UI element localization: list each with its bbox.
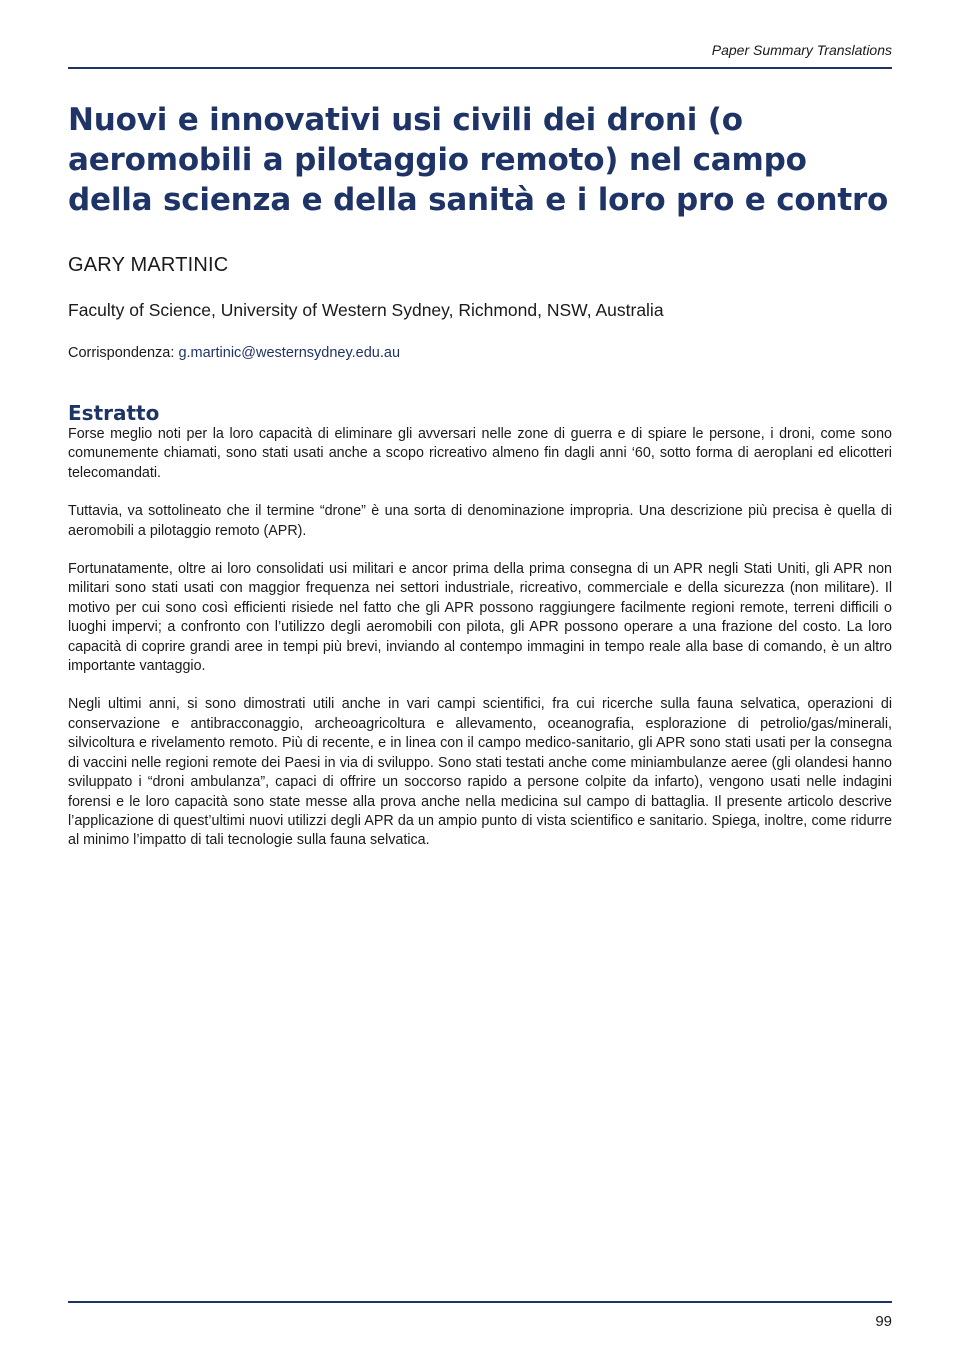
abstract-paragraph: Forse meglio noti per la loro capacità di eliminare gli avversari nelle zone di guerra e di spiare le persone, i droni, come sono comunemente chiamati, sono stati usati anche a scopo ricreativo almeno fin dagli anni ‘60, sotto forma di aeroplani ed elicotteri telecomandati. — [68, 426, 892, 481]
article-title: Nuovi e innovativi usi civili dei droni (o aeromobili a pilotaggio remoto) nel campo della scienza e della sanità e i loro pro e contro — [68, 102, 889, 218]
article-body — [68, 100, 892, 851]
header-rule — [68, 67, 892, 69]
footer-rule — [68, 1301, 892, 1303]
correspondence-label: Corrispondenza: — [68, 345, 175, 361]
abstract-paragraph: Negli ultimi anni, si sono dimostrati utili anche in vari campi scientifici, fra cui ricerche sulla fauna selvatica, operazioni di conservazione e antibracconaggio, archeoagricoltura e allevamento, oceanografia, esplorazione di petrolio/gas/minerali, silvicoltura e rivelamento remoto. Più di recente, e in linea con il campo medico-sanitario, gli APR sono stati usati per la consegna di vaccini nelle regioni remote dei Paesi in via di sviluppo. Sono stati testati anche come miniambulanze aeree (gli olandesi hanno sviluppato i “droni ambulanza”, capaci di offrire un soccorso rapido a persone colpite da infarto), vengono usati nelle indagini forensi e le loro capacità sono state messe alla prova anche nella medicina sul campo di battaglia. Il presente articolo descrive l’applicazione di quest’ultimi nuovi utilizzi degli APR da un ampio punto di vista scientifico e sanitario. Spiega, inoltre, come ridurre al minimo l’impatto di tali tecnologie sulla fauna selvatica. — [68, 696, 892, 849]
abstract-text — [68, 425, 892, 851]
abstract-heading: Estratto — [68, 401, 160, 425]
correspondence-email-link[interactable]: g.martinic@westernsydney.edu.au — [178, 345, 401, 361]
author-name: GARY MARTINIC — [68, 254, 229, 276]
abstract-paragraph: Tuttavia, va sottolineato che il termine “drone” è una sorta di denominazione impropria. Una descrizione più precisa è quella di aeromobili a pilotaggio remoto (APR). — [68, 503, 892, 539]
running-header: Paper Summary Translations — [711, 42, 892, 58]
author-affiliation: Faculty of Science, University of Western Sydney, Richmond, NSW, Australia — [68, 300, 664, 320]
correspondence-line — [68, 343, 892, 363]
page-number: 99 — [875, 1313, 892, 1330]
abstract-paragraph: Fortunatamente, oltre ai loro consolidati usi militari e ancor prima della prima consegna di un APR negli Stati Uniti, gli APR non militari sono stati usati con maggior frequenza nei settori industriale, ricreativo, commerciale e della sicurezza (non militare). Il motivo per cui sono così efficienti risiede nel fatto che gli APR possono raggiungere facilmente regioni remote, terreni difficili o luoghi impervi; a confronto con l’utilizzo degli aeromobili con pilota, gli APR possono operare a una frazione del costo. La loro capacità di coprire grandi aree in tempi più brevi, inviando al contempo immagini in tempo reale alla base di comando, è un altro importante vantaggio. — [68, 561, 892, 675]
